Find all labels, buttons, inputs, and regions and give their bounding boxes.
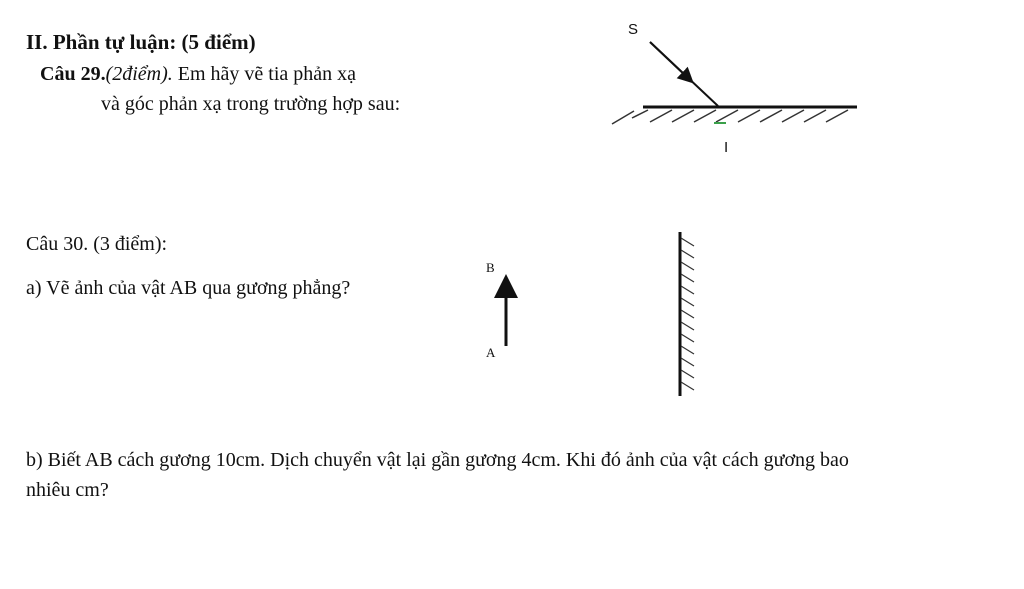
- q30-part-a: a) Vẽ ảnh của vật AB qua gương phẳng?: [26, 277, 351, 299]
- label-b: B: [486, 260, 495, 275]
- q29-points: (2điểm).: [105, 63, 173, 85]
- q29-prompt-line2: và góc phản xạ trong trường hợp sau:: [101, 93, 401, 115]
- q30-heading: Câu 30. (3 điểm):: [26, 233, 168, 255]
- section-title: II. Phần tự luận: (5 điểm): [26, 30, 256, 54]
- vertical-mirror-hatching: [681, 238, 694, 390]
- label-s: S: [628, 21, 639, 38]
- label-a: A: [486, 345, 496, 360]
- label-i: I: [724, 139, 729, 156]
- q29-prompt-line1: Em hãy vẽ tia phản xạ: [172, 63, 357, 85]
- q29-label: Câu 29.: [40, 63, 106, 85]
- q30-part-b-line1: b) Biết AB cách gương 10cm. Dịch chuyển vật lại gần gương 4cm. Khi đó ảnh của vật cách gương bao: [26, 449, 849, 471]
- q30-part-b-line2: nhiêu cm?: [26, 479, 109, 501]
